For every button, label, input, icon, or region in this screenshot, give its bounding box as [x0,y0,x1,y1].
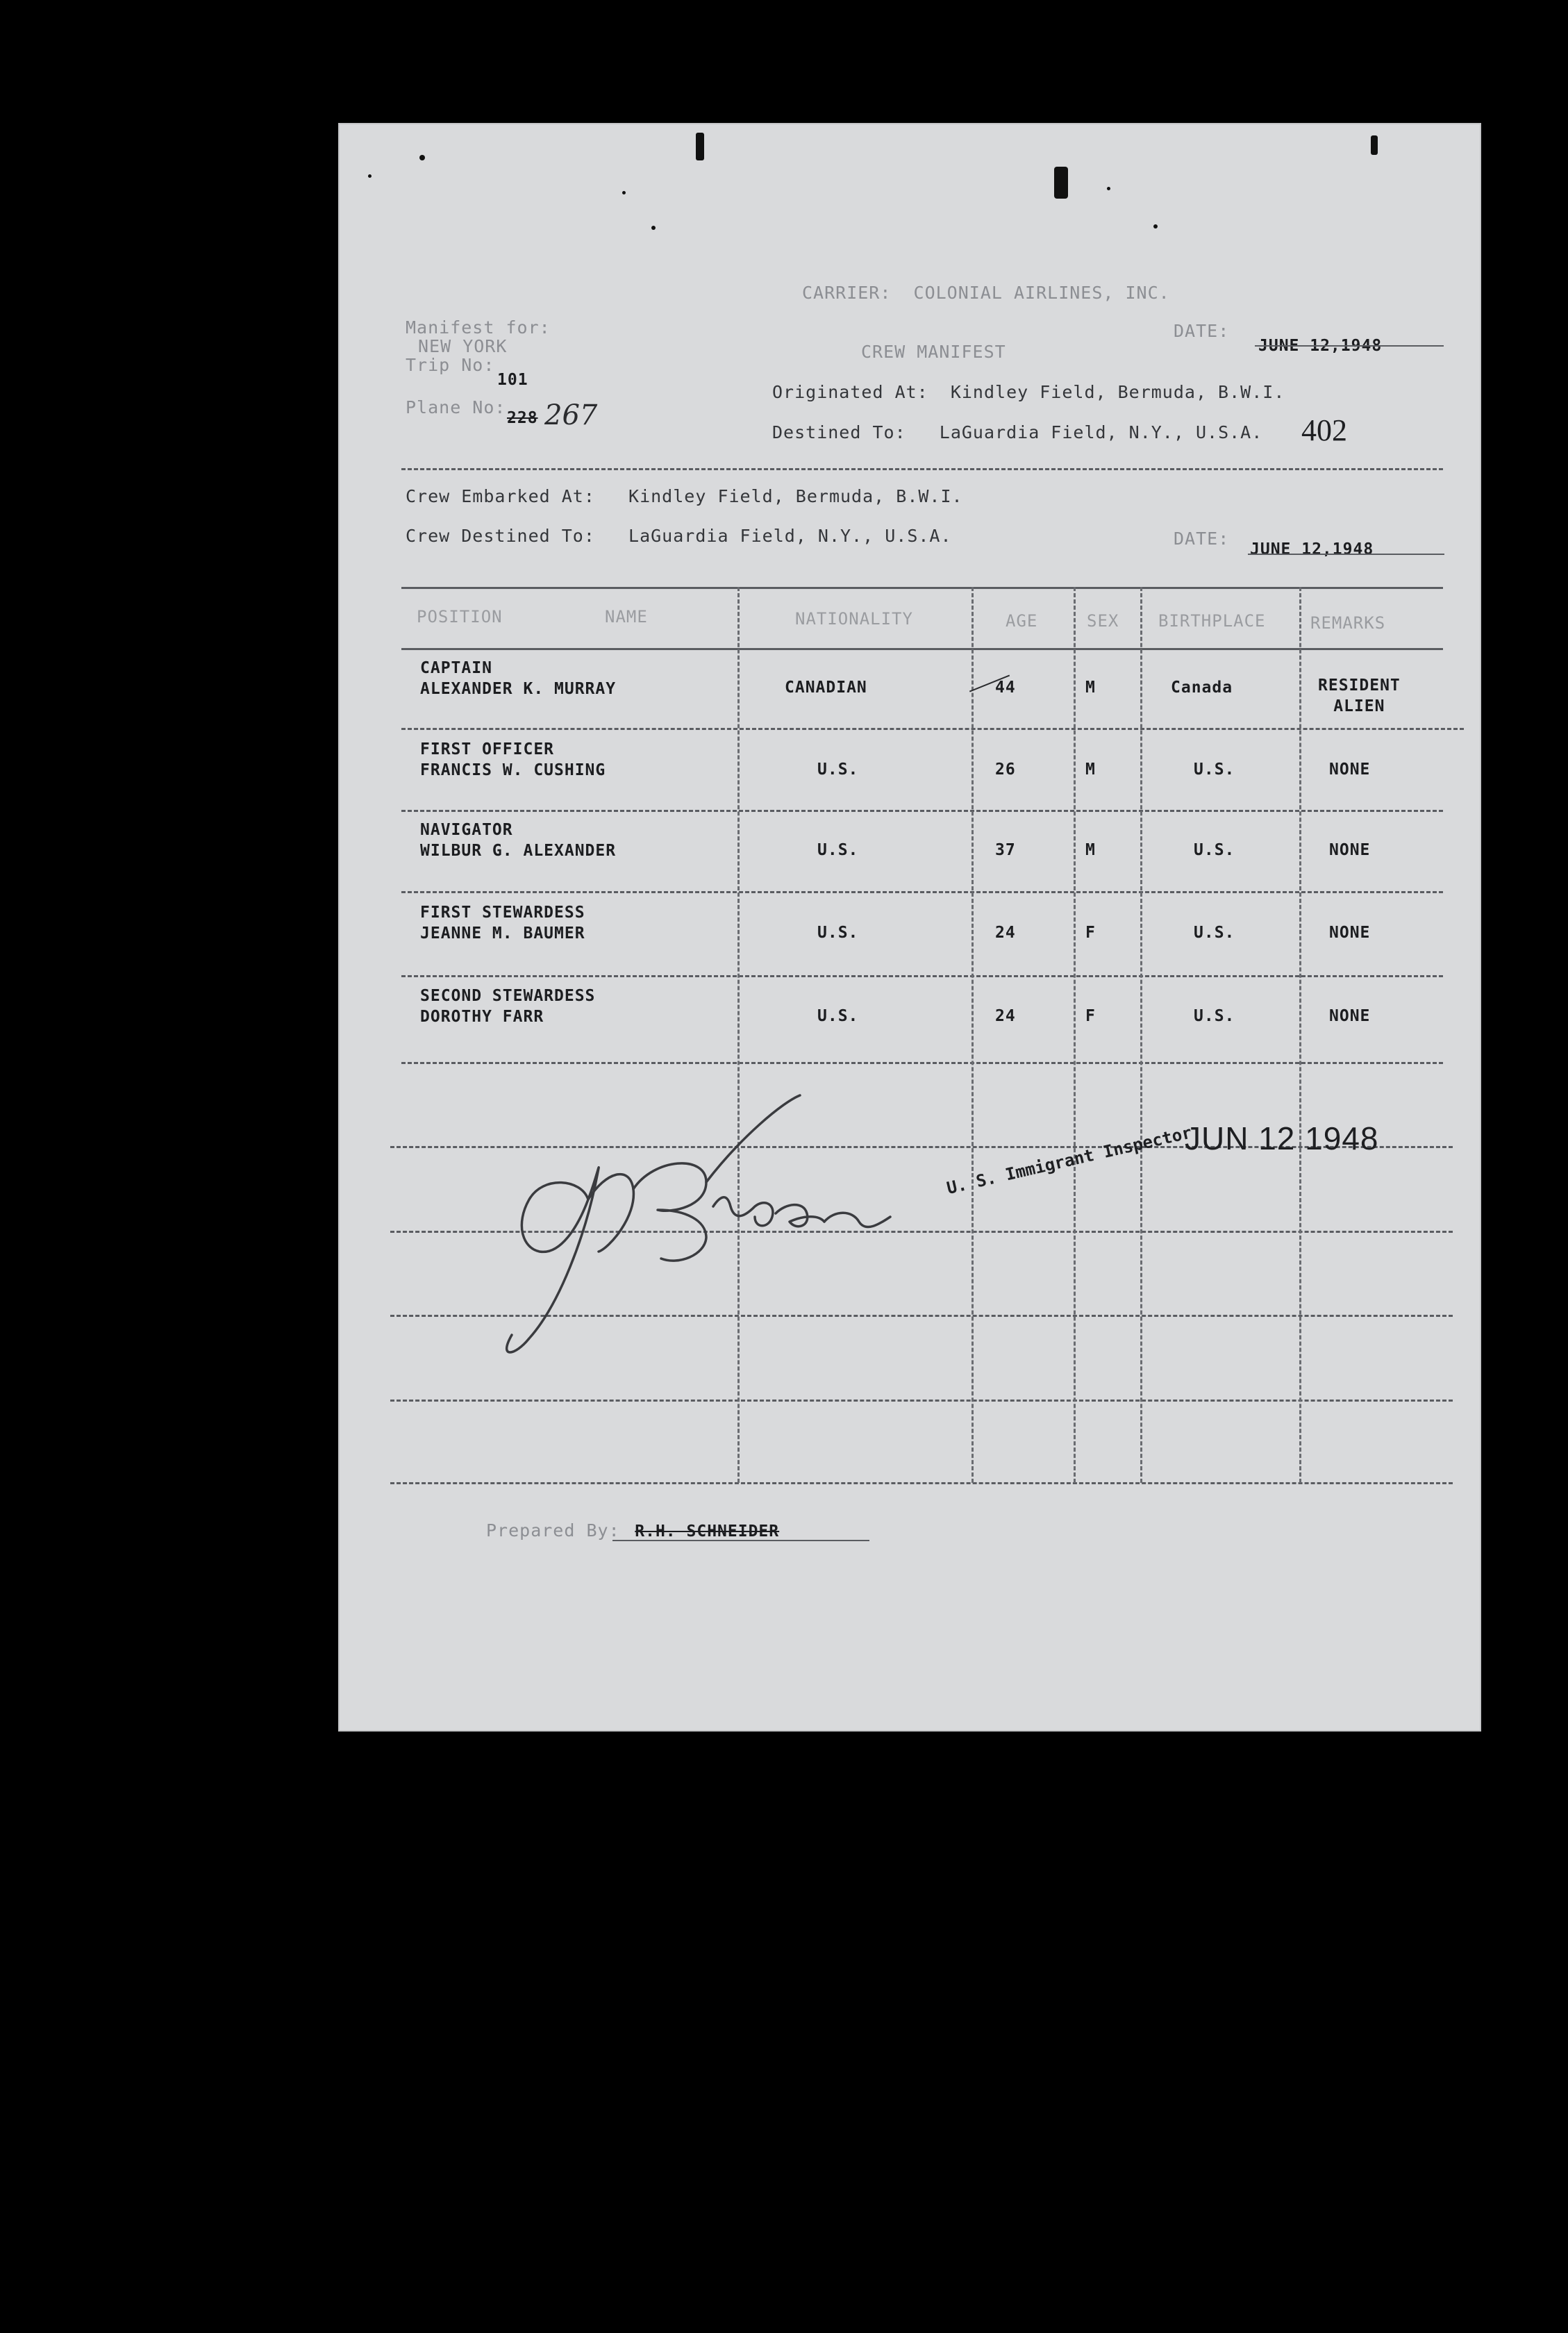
originated-value: Kindley Field, Bermuda, B.W.I. [950,382,1285,402]
table-row [420,658,616,699]
plane-no-struck: 228 [507,409,538,427]
manifest-page [338,123,1481,1732]
crew-age: 24 [995,924,1016,942]
crew-destined-label: Crew Destined To: [406,526,595,546]
inspector-stamp-text: U. S. Immigrant Inspector [944,1122,1194,1198]
ink-speck [651,226,656,230]
crew-sex: M [1085,761,1096,779]
col-header-name: NAME [605,607,648,626]
form-title: CREW MANIFEST [861,342,1006,362]
prepared-by-line [486,1520,779,1541]
crew-remarks: NONE [1329,761,1371,779]
manifest-for-value: NEW YORK [418,336,508,356]
table-row [420,902,585,944]
col-header-birthplace: BIRTHPLACE [1158,611,1266,631]
crew-nationality: U.S. [817,924,859,942]
trip-no-value: 101 [497,371,528,389]
crew-position: SECOND STEWARDESS [420,987,596,1005]
plane-no-label: Plane No: [406,397,506,417]
crew-name: ALEXANDER K. MURRAY [420,680,617,698]
carrier-label: CARRIER: [802,283,892,303]
crew-position: FIRST OFFICER [420,740,555,758]
crew-position: CAPTAIN [420,659,492,677]
inspector-signature [380,1040,1074,1366]
crew-embarked-value: Kindley Field, Bermuda, B.W.I. [628,486,963,506]
crew-embarked-line [406,486,963,506]
crew-embarked-label: Crew Embarked At: [406,486,595,506]
ink-speck [696,133,704,160]
ink-speck [1107,187,1110,190]
ink-speck [1054,167,1068,199]
plane-no-handwritten: 267 [544,399,598,431]
crew-age: 37 [995,841,1016,859]
crew-sex: M [1085,841,1096,859]
crew-birthplace: U.S. [1194,761,1235,779]
carrier-value: COLONIAL AIRLINES, INC. [913,283,1170,303]
crew-remarks: NONE [1329,924,1371,942]
ink-speck [622,191,626,194]
crew-date-label: DATE: [1174,529,1230,549]
originated-label: Originated At: [772,382,928,402]
crew-destined-line [406,526,952,546]
crew-remarks: NONE [1329,1007,1371,1025]
destined-value: LaGuardia Field, N.Y., U.S.A. [939,422,1263,442]
crew-nationality: CANADIAN [785,679,867,697]
ink-speck [368,174,372,178]
ink-speck [1153,224,1158,229]
crew-sex: M [1085,679,1096,697]
crew-date-value: JUNE 12,1948 [1250,540,1374,558]
crew-nationality: U.S. [817,761,859,779]
originated-line [772,382,1285,402]
crew-position: NAVIGATOR [420,821,513,839]
crew-birthplace: U.S. [1194,1007,1235,1025]
crew-destined-value: LaGuardia Field, N.Y., U.S.A. [628,526,952,546]
crew-position: FIRST STEWARDESS [420,904,585,922]
table-row [420,739,606,781]
crew-sex: F [1085,924,1096,942]
carrier-line [802,283,1170,303]
date-value: JUNE 12,1948 [1258,337,1383,355]
table-row [420,820,616,861]
crew-remarks [1318,675,1401,717]
destined-line [772,422,1262,442]
ink-speck [419,155,425,160]
crew-sex: F [1085,1007,1096,1025]
table-row [420,986,595,1027]
destined-label: Destined To: [772,422,906,442]
crew-birthplace: U.S. [1194,841,1235,859]
crew-remarks-line1: RESIDENT [1318,676,1401,695]
ink-speck [1371,135,1378,155]
date-label: DATE: [1174,321,1230,341]
trip-no-label: Trip No: [406,355,495,375]
manifest-for-label: Manifest for: [406,317,551,338]
col-header-position: POSITION [417,607,503,626]
crew-name: WILBUR G. ALEXANDER [420,842,617,860]
crew-remarks: NONE [1329,841,1371,859]
col-header-nationality: NATIONALITY [795,609,913,629]
crew-age: 26 [995,761,1016,779]
crew-age: 24 [995,1007,1016,1025]
crew-birthplace: Canada [1171,679,1233,697]
crew-age: 44 [995,679,1016,697]
crew-name: JEANNE M. BAUMER [420,924,585,943]
crew-birthplace: U.S. [1194,924,1235,942]
inspector-stamp-date: JUN 12 1948 [1185,1120,1379,1156]
handwritten-number: 402 [1301,413,1347,447]
crew-nationality: U.S. [817,1007,859,1025]
prepared-by-value: R.H. SCHNEIDER [635,1522,780,1541]
crew-name: FRANCIS W. CUSHING [420,761,606,779]
prepared-by-label: Prepared By: [486,1520,620,1541]
crew-remarks-line2: ALIEN [1333,697,1385,715]
col-header-age: AGE [1006,611,1038,631]
crew-nationality: U.S. [817,841,859,859]
col-header-remarks: REMARKS [1310,613,1386,633]
crew-name: DOROTHY FARR [420,1008,544,1026]
col-header-sex: SEX [1087,611,1119,631]
